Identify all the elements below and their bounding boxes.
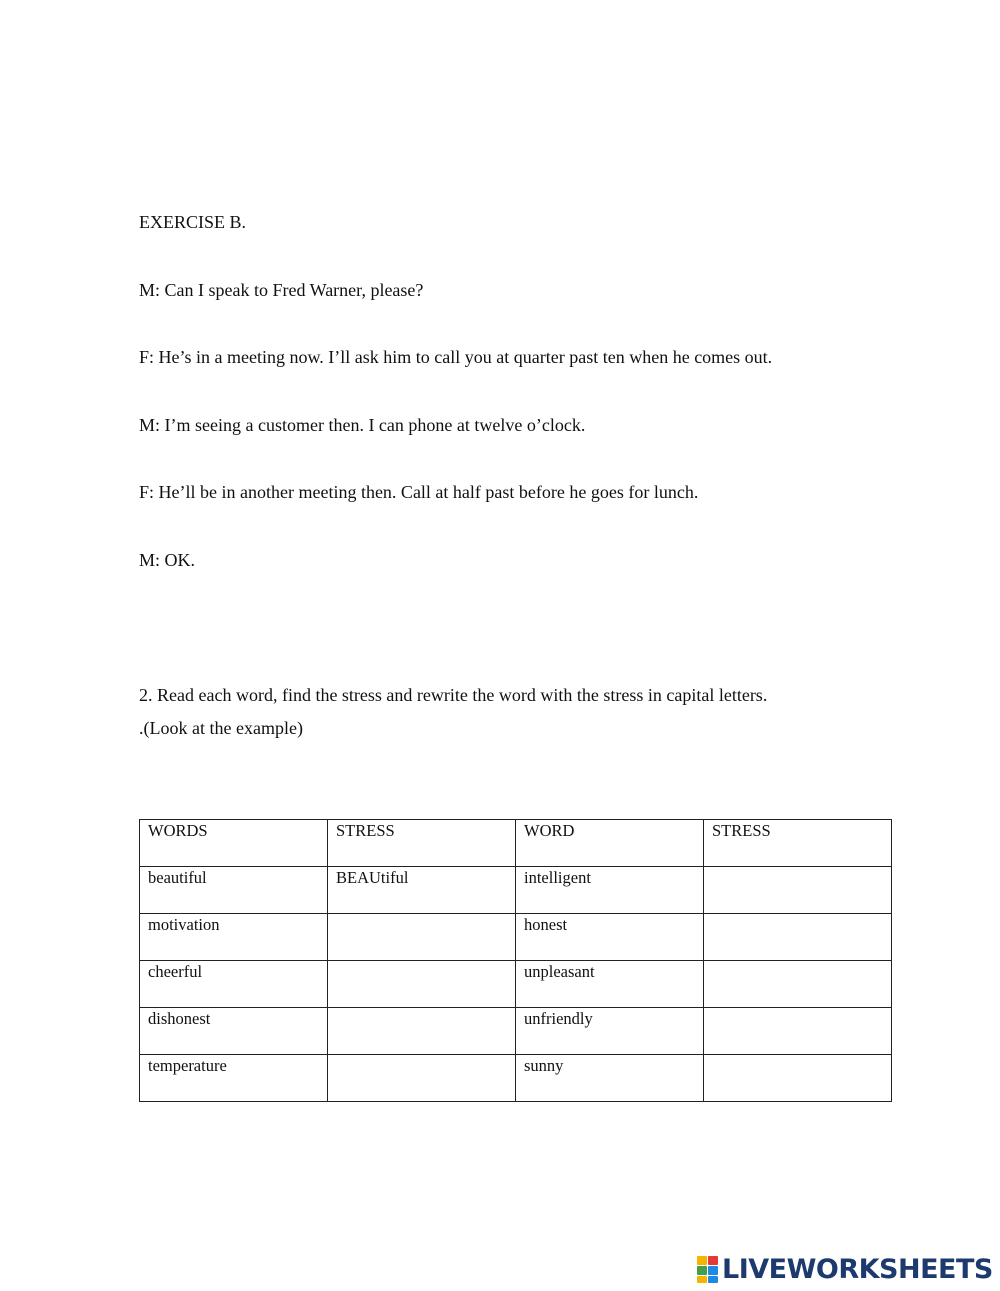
- table-row: [140, 1008, 892, 1055]
- table-header-row: [140, 820, 892, 867]
- stress-answer-cell: BEAUtiful: [328, 867, 516, 914]
- word-cell: dishonest: [140, 1008, 328, 1055]
- liveworksheets-logo-icon: [697, 1256, 719, 1284]
- exercise-title: EXERCISE B.: [139, 212, 247, 232]
- dialogue-line: M: OK.: [139, 550, 196, 570]
- word-cell: intelligent: [516, 867, 704, 914]
- stress-answer-cell[interactable]: [704, 867, 892, 914]
- dialogue-line: F: He’ll be in another meeting then. Call at half past before he goes for lunch.: [139, 482, 699, 502]
- word-cell: unfriendly: [516, 1008, 704, 1055]
- table-header-cell: STRESS: [704, 820, 892, 867]
- stress-answer-cell[interactable]: [704, 961, 892, 1008]
- stress-answer-cell[interactable]: [328, 914, 516, 961]
- instruction-line-1: 2. Read each word, find the stress and rewrite the word with the stress in capital letters.: [139, 685, 768, 705]
- table-row: [140, 1055, 892, 1102]
- liveworksheets-logo: [697, 1252, 993, 1288]
- stress-answer-cell[interactable]: [328, 1008, 516, 1055]
- table-row: [140, 961, 892, 1008]
- stress-answer-cell[interactable]: [704, 1055, 892, 1102]
- stress-table: [139, 819, 892, 1102]
- word-cell: sunny: [516, 1055, 704, 1102]
- word-cell: cheerful: [140, 961, 328, 1008]
- table-header-cell: STRESS: [328, 820, 516, 867]
- dialogue-line: M: I’m seeing a customer then. I can phone at twelve o’clock.: [139, 415, 586, 435]
- table-header-cell: WORDS: [140, 820, 328, 867]
- dialogue-line: M: Can I speak to Fred Warner, please?: [139, 280, 424, 300]
- word-cell: motivation: [140, 914, 328, 961]
- stress-answer-cell[interactable]: [704, 914, 892, 961]
- table-header-cell: WORD: [516, 820, 704, 867]
- dialogue-line: F: He’s in a meeting now. I’ll ask him to call you at quarter past ten when he comes out.: [139, 347, 773, 367]
- table-row: [140, 867, 892, 914]
- word-cell: temperature: [140, 1055, 328, 1102]
- word-cell: beautiful: [140, 867, 328, 914]
- word-cell: honest: [516, 914, 704, 961]
- stress-answer-cell[interactable]: [328, 1055, 516, 1102]
- stress-answer-cell[interactable]: [328, 961, 516, 1008]
- stress-answer-cell[interactable]: [704, 1008, 892, 1055]
- word-cell: unpleasant: [516, 961, 704, 1008]
- table-row: [140, 914, 892, 961]
- logo-text: LIVEWORKSHEETS: [722, 1254, 993, 1285]
- instruction-line-2: .(Look at the example): [139, 718, 303, 738]
